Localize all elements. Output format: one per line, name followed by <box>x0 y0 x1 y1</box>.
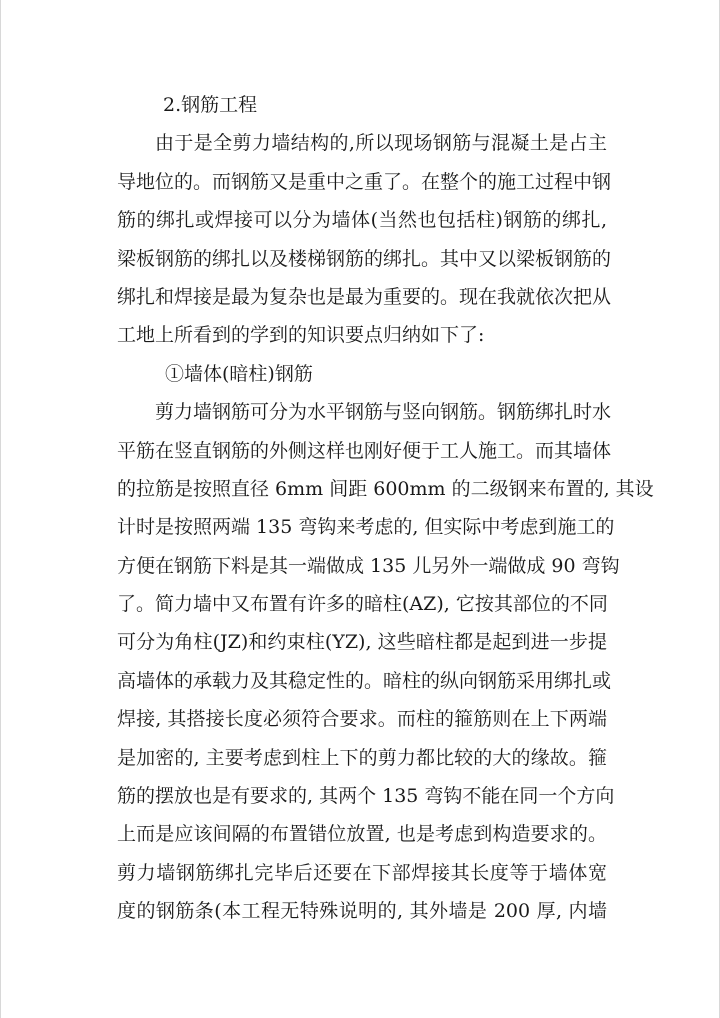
section-heading: 2.钢筋工程 <box>163 94 258 116</box>
paragraph-line: 筋的绑扎或焊接可以分为墙体(当然也包括柱)钢筋的绑扎, <box>117 209 607 232</box>
paragraph-line: 导地位的。而钢筋又是重中之重了。在整个的施工过程中钢 <box>117 170 612 193</box>
paragraph-line: 计时是按照两端 135 弯钩来考虑的, 但实际中考虑到施工的 <box>117 516 615 539</box>
paragraph-line: 剪力墙钢筋可分为水平钢筋与竖向钢筋。钢筋绑扎时水 <box>155 401 612 424</box>
paragraph-line: 筋的摆放也是有要求的, 其两个 135 弯钩不能在同一个方向 <box>117 785 615 808</box>
paragraph-line: 绑扎和焊接是最为复杂也是最为重要的。现在我就依次把从 <box>117 285 612 308</box>
paragraph-line: 工地上所看到的学到的知识要点归纳如下了: <box>117 324 485 347</box>
paragraph-line: 剪力墙钢筋绑扎完毕后还要在下部焊接其长度等于墙体宽 <box>117 861 607 884</box>
document-body <box>117 86 654 931</box>
paragraph-line: 上而是应该间隔的布置错位放置, 也是考虑到构造要求的。 <box>117 823 607 846</box>
subsection-heading: ①墙体(暗柱)钢筋 <box>165 362 313 385</box>
paragraph-line: 的拉筋是按照直径 6mm 间距 600mm 的二级钢来布置的, 其设 <box>117 477 654 500</box>
paragraph-line: 梁板钢筋的绑扎以及楼梯钢筋的绑扎。其中又以梁板钢筋的 <box>117 247 612 270</box>
paragraph-line: 由于是全剪力墙结构的,所以现场钢筋与混凝土是占主 <box>155 132 607 155</box>
paragraph-line: 平筋在竖直钢筋的外侧这样也刚好便于工人施工。而其墙体 <box>117 439 612 462</box>
paragraph-line: 度的钢筋条(本工程无特殊说明的, 其外墙是 200 厚, 内墙 <box>117 900 607 923</box>
paragraph-line: 可分为角柱(JZ)和约束柱(YZ), 这些暗柱都是起到进一步提 <box>117 631 607 654</box>
paragraph-line: 了。简力墙中又布置有许多的暗柱(AZ), 它按其部位的不同 <box>117 593 608 616</box>
paragraph-line: 高墙体的承载力及其稳定性的。暗柱的纵向钢筋采用绑扎或 <box>117 669 612 692</box>
paragraph-line: 焊接, 其搭接长度必须符合要求。而柱的箍筋则在上下两端 <box>117 708 607 731</box>
paragraph-line: 方便在钢筋下料是其一端做成 135 儿另外一端做成 90 弯钩 <box>117 554 620 577</box>
paragraph-line: 是加密的, 主要考虑到柱上下的剪力都比较的大的缘故。箍 <box>117 746 607 769</box>
